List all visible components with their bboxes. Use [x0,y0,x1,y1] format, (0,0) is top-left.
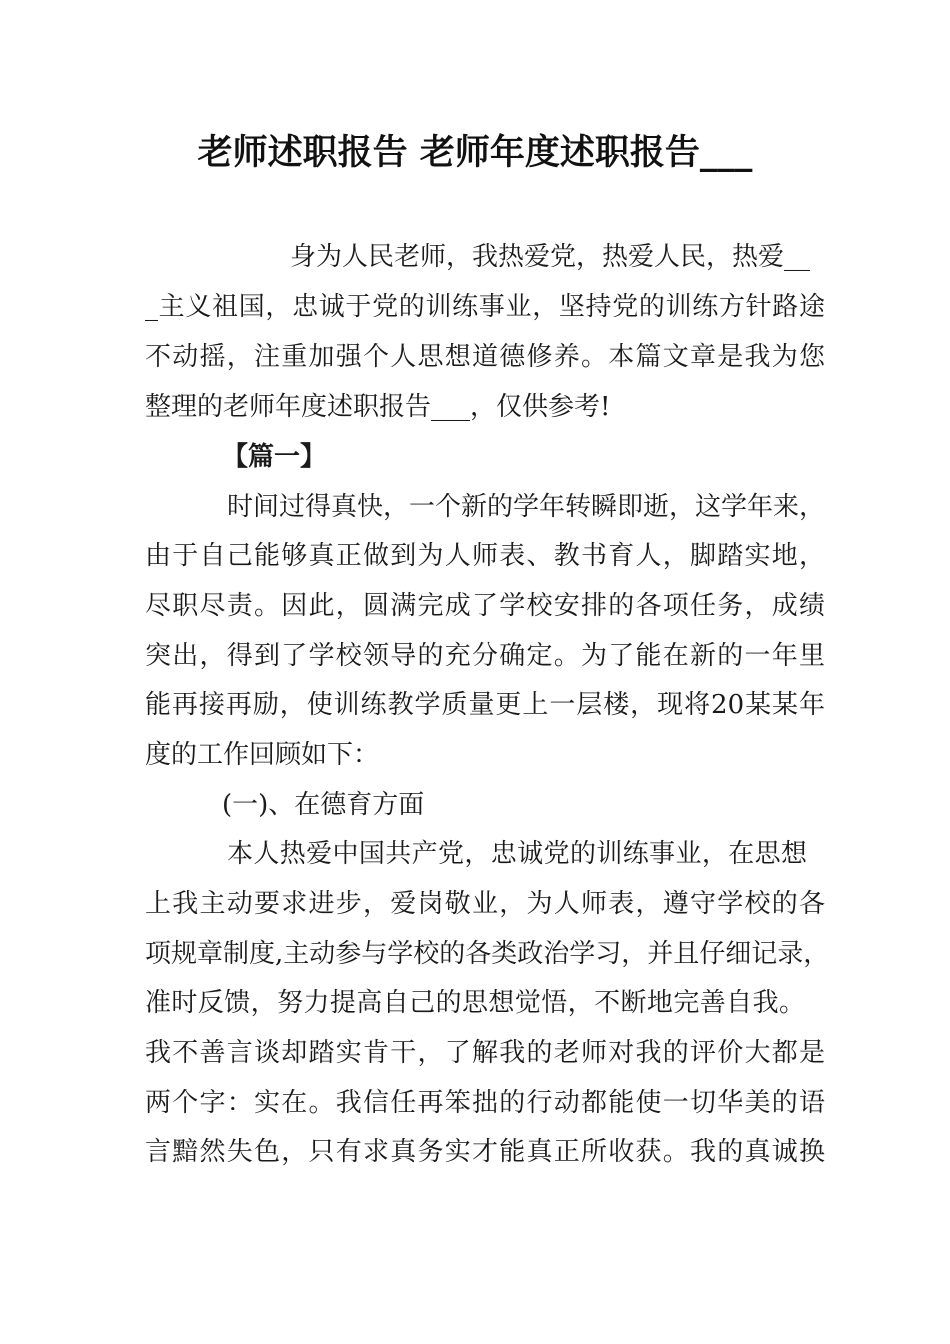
paragraph-line: 时间过得真快，一个新的学年转瞬即逝，这学年来， [227,492,826,522]
intro-line: 整理的老师年度述职报告___，仅供参考! [145,392,611,422]
paragraph-line: 上我主动要求进步，爱岗敬业，为人师表，遵守学校的各 [145,889,825,919]
intro-line: _主义祖国，忠诚于党的训练事业，坚持党的训练方针路途 [145,292,825,322]
paragraph-line: 准时反馈，努力提高自己的思想觉悟，不断地完善自我。 [145,988,805,1018]
intro-line: 身为人民老师，我热爱党，热爱人民，热爱__ [290,242,811,272]
paragraph-line: 两个字：实在。我信任再笨拙的行动都能使一切华美的语 [145,1088,825,1118]
paragraph-line: 度的工作回顾如下： [145,740,380,770]
paragraph-line: 能再接再励，使训练教学质量更上一层楼，现将20某某年 [145,690,825,720]
paragraph-line: 由于自己能够真正做到为人师表、教书育人，脚踏实地， [145,541,825,571]
paragraph-line: 突出，得到了学校领导的充分确定。为了能在新的一年里 [145,641,825,671]
intro-line: 不动摇，注重加强个人思想道德修养。本篇文章是我为您 [145,342,825,372]
paragraph-line: 项规章制度,主动参与学校的各类政治学习，并且仔细记录， [145,939,830,969]
paragraph-line: 本人热爱中国共产党，忠诚党的训练事业，在思想 [227,839,807,869]
paragraph-line: 言黯然失色，只有求真务实才能真正所收获。我的真诚换 [145,1137,825,1167]
section-label: 【篇一】 [222,442,327,472]
paragraph-line: 我不善言谈却踏实肯干，了解我的老师对我的评价大都是 [145,1038,825,1068]
subheading: (一)、在德育方面 [222,790,425,820]
document-title: 老师述职报告 老师年度述职报告___ [197,133,753,173]
paragraph-line: 尽职尽责。因此，圆满完成了学校安排的各项任务，成绩 [145,591,825,621]
